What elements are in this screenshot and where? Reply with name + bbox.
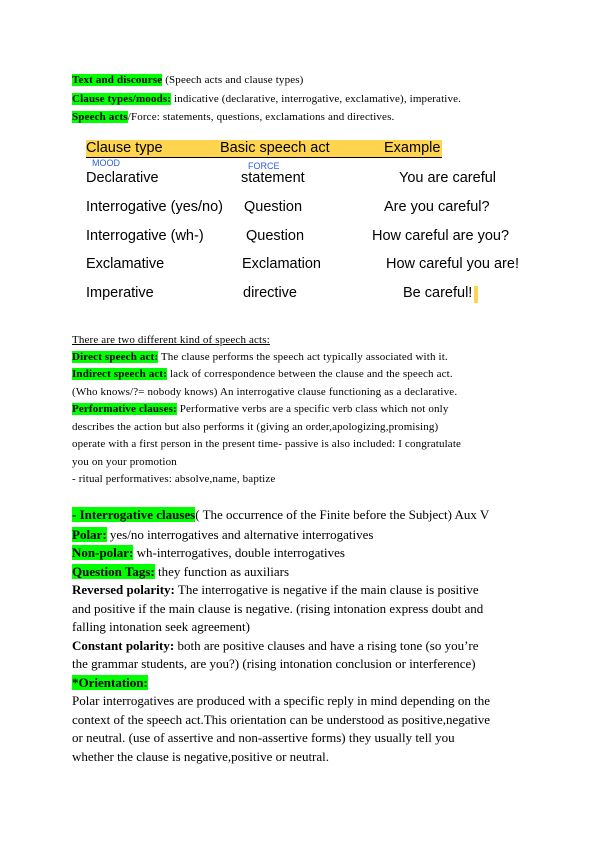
constant-label: Constant polarity: — [72, 638, 175, 653]
performative-text: Performative verbs are a specific verb class which not only — [176, 403, 449, 415]
reversed-line-3: falling intonation seek agreement) — [72, 619, 250, 634]
speech-acts-text: /Force: statements, questions, exclamations and directives. — [127, 111, 395, 123]
performative-line-4: you on your promotion — [72, 456, 177, 468]
performative-line-2: describes the action but also performs it (giving an order,apologizing,promising) — [72, 421, 439, 433]
table-header-underline — [86, 157, 442, 158]
speech-acts-line — [72, 111, 394, 123]
reversed-line-2: and positive if the main clause is negative. (rising intonation express doubt and — [72, 601, 484, 616]
row-type-2: Interrogative (yes/no) — [86, 199, 224, 215]
force-tag: FORCE — [248, 161, 280, 171]
row-example-1: You are careful — [399, 170, 497, 186]
row-example-3: How careful are you? — [372, 228, 510, 244]
intro-title-highlight: Text and discourse — [72, 74, 163, 86]
tags-line — [72, 564, 289, 580]
speech-acts-label: Speech acts — [72, 111, 128, 123]
constant-line — [72, 638, 479, 654]
performative-label: Performative clauses: — [72, 403, 177, 415]
header-speech-act: Basic speech act — [220, 140, 330, 156]
indirect-label: Indirect speech act: — [72, 368, 168, 380]
intro-title-rest: (Speech acts and clause types) — [162, 74, 304, 86]
orientation-line-2: context of the speech act.This orientation can be understood as positive,negative — [72, 712, 491, 727]
row-act-3: Question — [246, 228, 305, 244]
constant-text: both are positive clauses and have a rising tone (so you’re — [174, 638, 479, 653]
header-example: Example — [384, 140, 441, 156]
header-clause-type: Clause type — [86, 140, 163, 156]
row-example-4: How careful you are! — [386, 256, 519, 272]
direct-text: The clause performs the speech act typically associated with it. — [158, 351, 448, 363]
table-header — [86, 140, 442, 157]
row-act-2: Question — [244, 199, 303, 215]
row-type-1: Declarative — [86, 170, 159, 186]
interrogatives-heading-text: ( The occurrence of the Finite before the Subject) Aux V — [195, 507, 490, 522]
mood-tag: MOOD — [92, 158, 120, 168]
row-type-5: Imperative — [86, 285, 154, 301]
reversed-line — [72, 582, 479, 598]
row-act-1: statement — [241, 170, 305, 186]
orientation-heading — [72, 675, 148, 691]
clause-types-text: indicative (declarative, interrogative, exclamative), imperative. — [171, 93, 462, 105]
polar-line — [72, 527, 373, 543]
polar-label: Polar: — [72, 527, 107, 542]
performative-line-3: operate with a first person in the present time- passive is also included: I congratulate — [72, 438, 462, 450]
row-example-5: Be careful! — [403, 285, 473, 301]
orientation-label: *Orientation: — [72, 675, 148, 690]
reversed-label: Reversed polarity: — [72, 582, 175, 597]
constant-line-2: the grammar students, are you?) (rising intonation conclusion or interference) — [72, 656, 476, 671]
row-type-3: Interrogative (wh-) — [86, 228, 204, 244]
nonpolar-text: wh-interrogatives, double interrogatives — [133, 545, 345, 560]
direct-line — [72, 351, 448, 363]
direct-label: Direct speech act: — [72, 351, 159, 363]
performative-line — [72, 403, 449, 415]
indirect-text: lack of correspondence between the clause and the speech act. — [167, 368, 453, 380]
reversed-text: The interrogative is negative if the main clause is positive — [174, 582, 479, 597]
interrogatives-heading — [72, 507, 489, 523]
example-highlight-mark — [474, 286, 478, 303]
row-act-5: directive — [243, 285, 297, 301]
orientation-line-4: whether the clause is negative,positive or neutral. — [72, 749, 330, 764]
interrogatives-label: - Interrogative clauses — [72, 507, 196, 522]
orientation-line-3: or neutral. (use of assertive and non-assertive forms) they usually tell you — [72, 730, 455, 745]
orientation-line-1: Polar interrogatives are produced with a specific reply in mind depending on the — [72, 693, 491, 708]
polar-text: yes/no interrogatives and alternative interrogatives — [106, 527, 374, 542]
tags-label: Question Tags: — [72, 564, 155, 579]
clause-types-line — [72, 93, 461, 105]
row-example-2: Are you careful? — [384, 199, 490, 215]
ritual-performatives: - ritual performatives: absolve,name, baptize — [72, 473, 276, 485]
clause-types-label: Clause types/moods: — [72, 93, 172, 105]
intro-title-line — [72, 74, 304, 86]
row-type-4: Exclamative — [86, 256, 165, 272]
indirect-line — [72, 368, 453, 380]
indirect-line-2: (Who knows/?= nobody knows) An interrogative clause functioning as a declarative. — [72, 386, 458, 398]
nonpolar-label: Non-polar: — [72, 545, 134, 560]
row-act-4: Exclamation — [242, 256, 321, 272]
nonpolar-line — [72, 545, 345, 561]
speech-acts-heading: There are two different kind of speech acts: — [72, 334, 270, 346]
tags-text: they function as auxiliars — [154, 564, 290, 579]
